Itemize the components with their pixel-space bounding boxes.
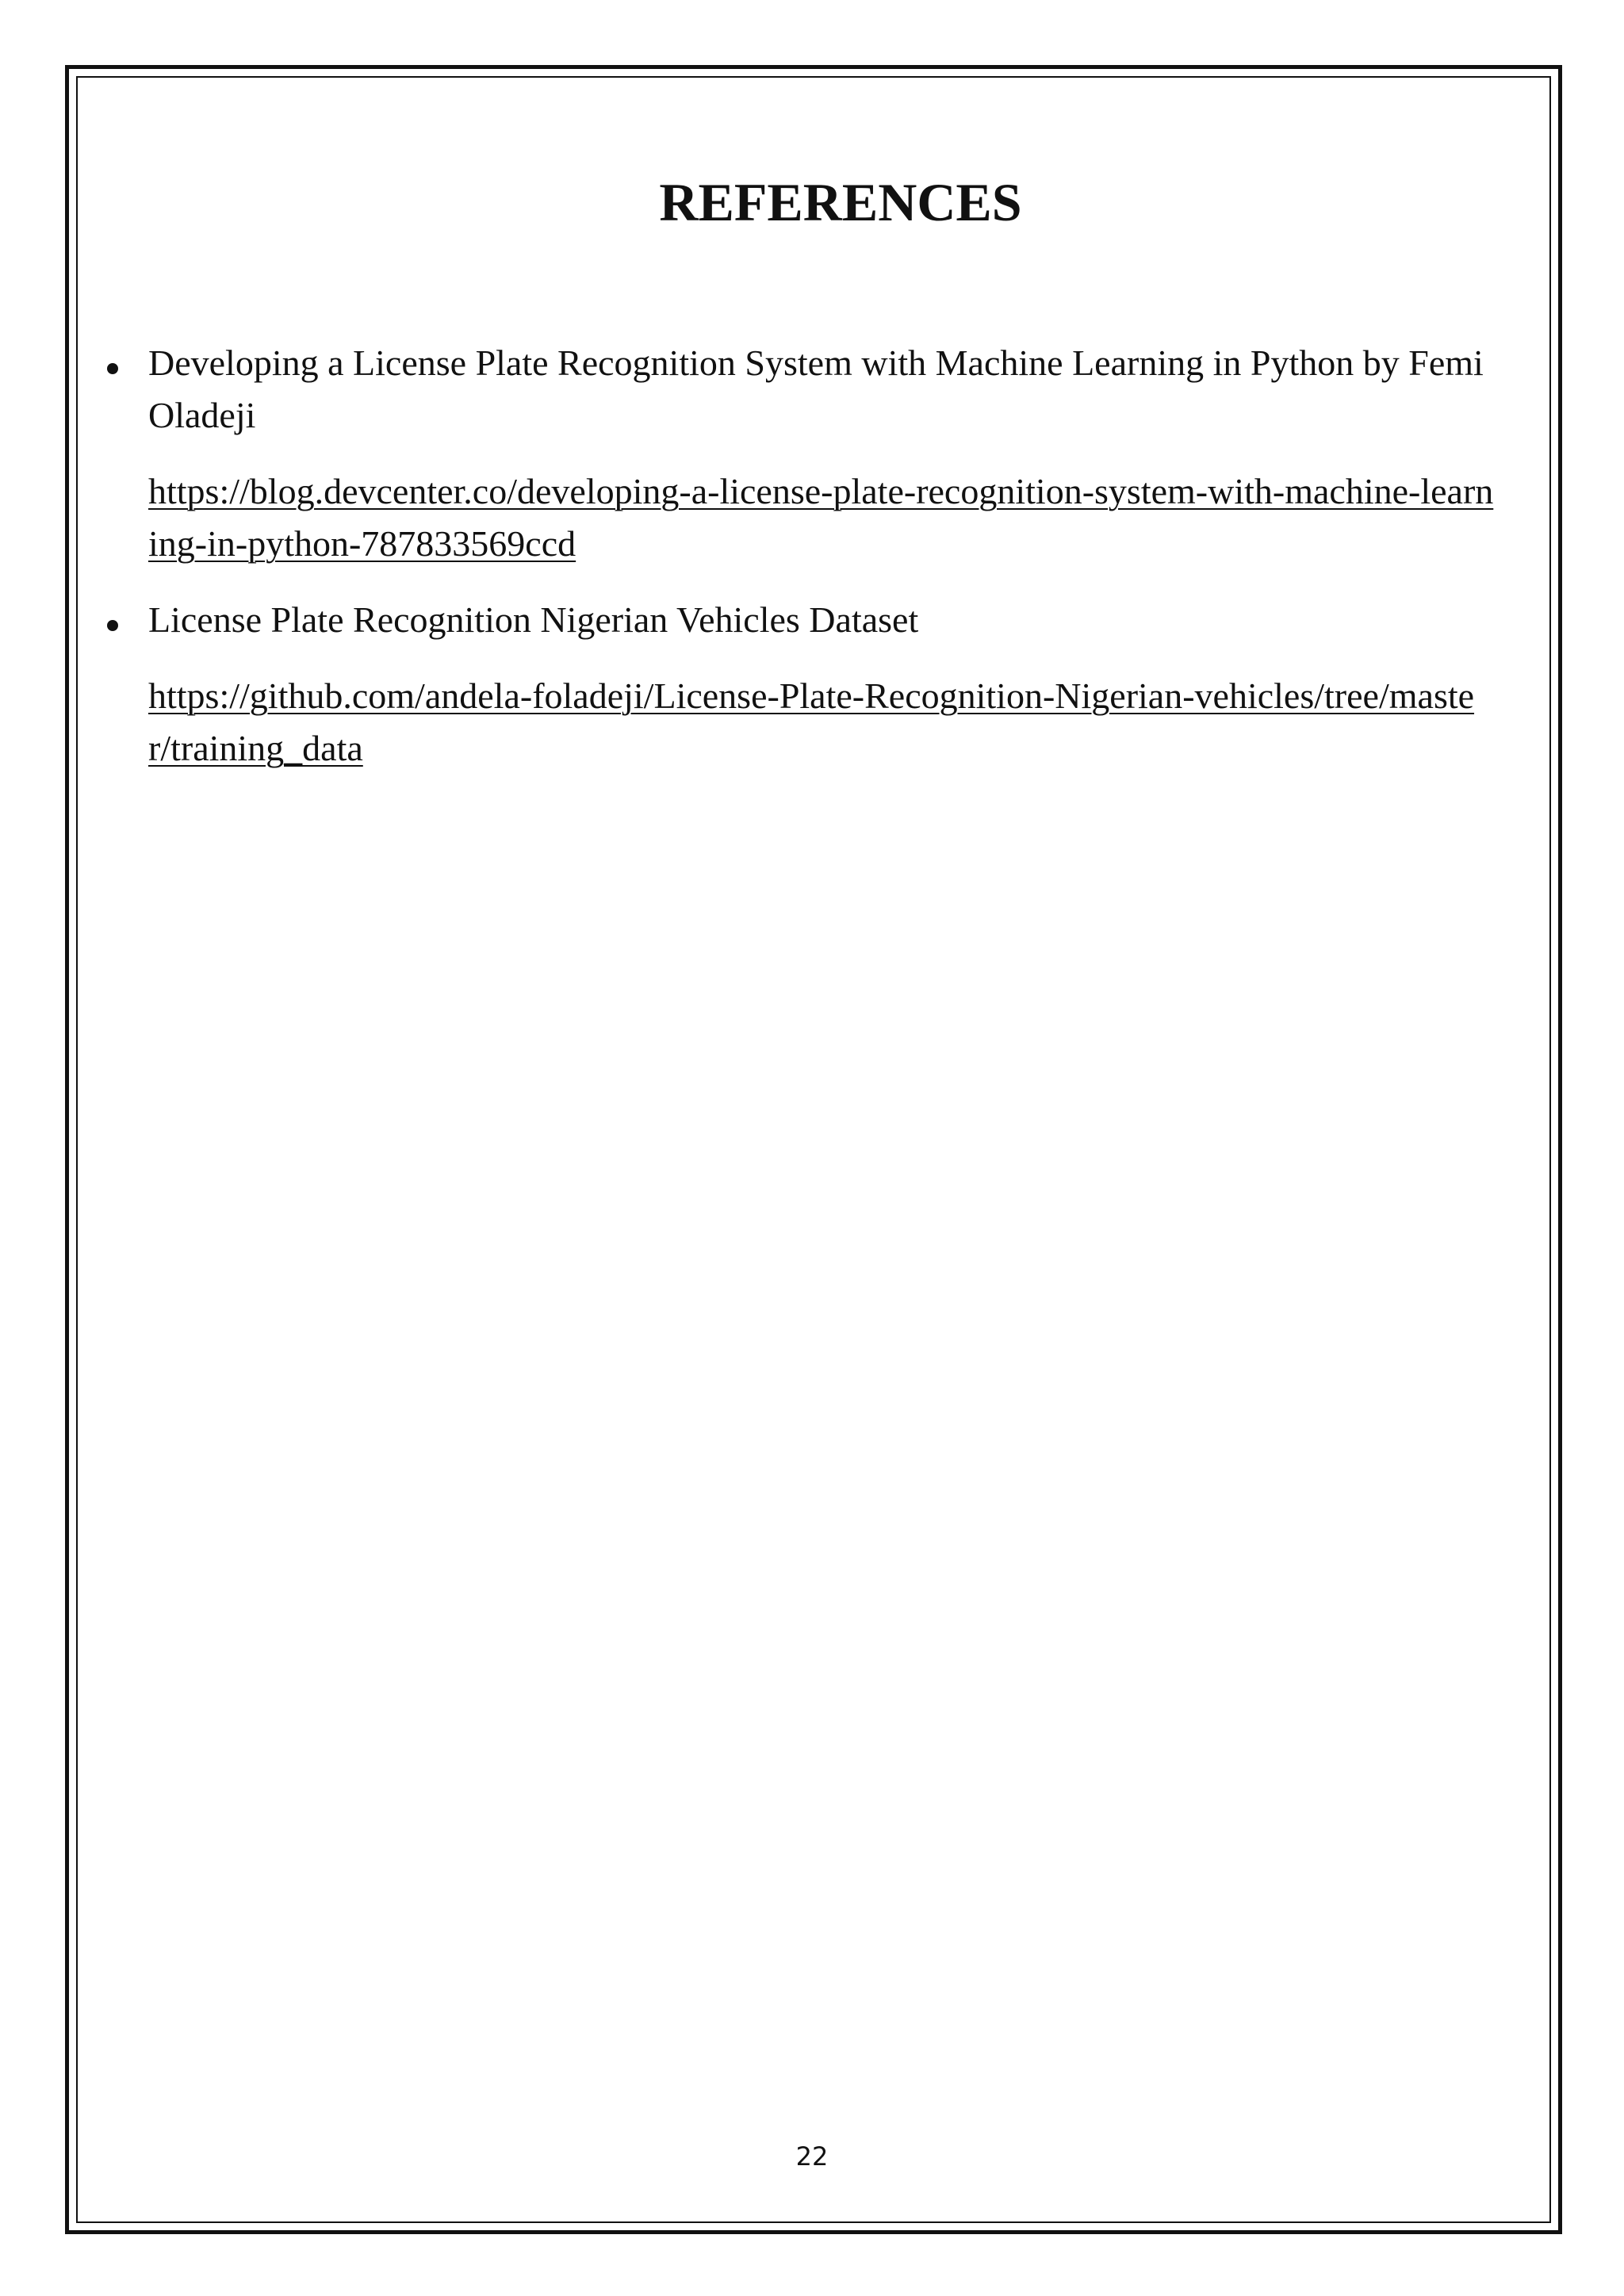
bullet-icon [107, 363, 118, 374]
page-title: REFERENCES [659, 172, 1022, 232]
reference-link[interactable]: https://github.com/andela-foladeji/License-Plate-Recognition-Nigerian-vehicles/tree/master/training_data [148, 675, 1475, 768]
reference-link[interactable]: https://blog.devcenter.co/developing-a-license-plate-recognition-system-with-machine-learning-in-python-787833569ccd [148, 471, 1494, 564]
reference-item [148, 594, 1496, 775]
reference-title: Developing a License Plate Recognition System with Machine Learning in Python by Femi Oladeji [148, 342, 1484, 435]
reference-title: License Plate Recognition Nigerian Vehicles Dataset [148, 599, 919, 640]
bullet-icon [107, 620, 118, 631]
page-number: 22 [795, 2141, 829, 2172]
reference-item [148, 337, 1496, 570]
reference-list [148, 337, 1496, 775]
